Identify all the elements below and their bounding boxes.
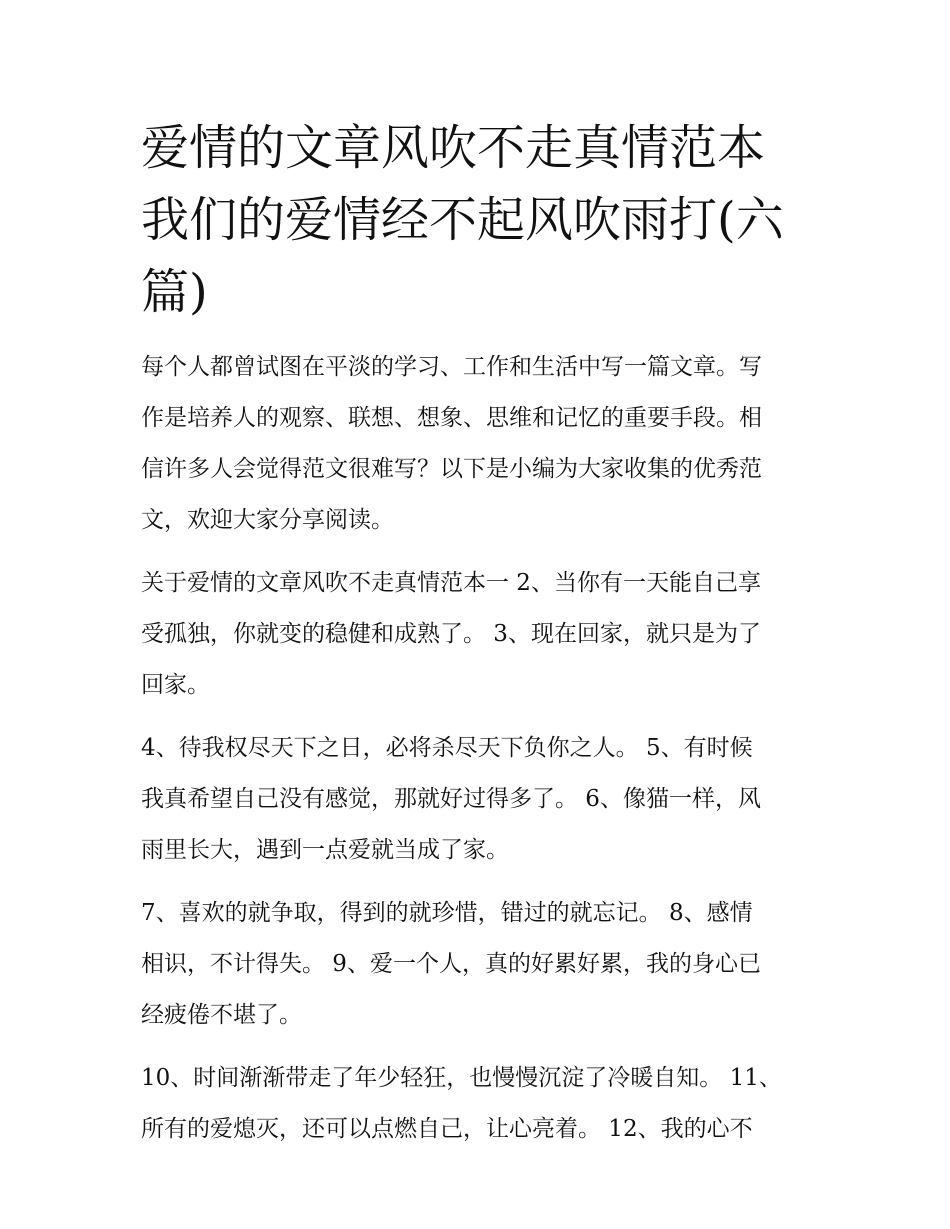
body-paragraph bbox=[141, 558, 813, 711]
paragraph-line: 4、待我权尽天下之日，必将杀尽天下负你之人。 5、有时候 bbox=[141, 735, 753, 761]
title-line: 爱情的文章风吹不走真情范本 bbox=[141, 120, 766, 176]
body-paragraph bbox=[141, 1053, 813, 1155]
document-title bbox=[141, 112, 813, 328]
paragraph-line: 经疲倦不堪了。 bbox=[141, 1002, 302, 1028]
paragraph-line: 10、时间渐渐带走了年少轻狂，也慢慢沉淀了冷暖自知。 11、 bbox=[141, 1065, 782, 1091]
paragraph-line: 文，欢迎大家分享阅读。 bbox=[141, 507, 394, 533]
paragraph-line: 作是培养人的观察、联想、想象、思维和记忆的重要手段。相 bbox=[141, 405, 762, 431]
paragraph-line: 雨里长大，遇到一点爱就当成了家。 bbox=[141, 837, 509, 863]
paragraph-line: 7、喜欢的就争取，得到的就珍惜，错过的就忘记。 8、感情 bbox=[141, 900, 753, 926]
paragraph-line: 所有的爱熄灭，还可以点燃自己，让心亮着。 12、我的心不 bbox=[141, 1116, 753, 1142]
paragraph-line: 相识，不计得失。 9、爱一个人，真的好累好累，我的身心已 bbox=[141, 951, 761, 977]
body-paragraph bbox=[141, 888, 813, 1041]
paragraph-line: 每个人都曾试图在平淡的学习、工作和生活中写一篇文章。写 bbox=[141, 354, 762, 380]
document-page bbox=[141, 112, 813, 1155]
title-line: 我们的爱情经不起风吹雨打(六 bbox=[141, 192, 784, 248]
paragraph-line: 信许多人会觉得范文很难写？以下是小编为大家收集的优秀范 bbox=[141, 456, 762, 482]
paragraph-line: 回家。 bbox=[141, 672, 210, 698]
paragraph-line: 我真希望自己没有感觉，那就好过得多了。 6、像猫一样，风 bbox=[141, 786, 761, 812]
paragraph-line: 受孤独，你就变的稳健和成熟了。 3、现在回家，就只是为了 bbox=[141, 621, 761, 647]
intro-paragraph bbox=[141, 342, 813, 546]
title-line: 篇) bbox=[141, 264, 208, 320]
paragraph-line: 关于爱情的文章风吹不走真情范本一 2、当你有一天能自己享 bbox=[141, 570, 761, 596]
body-paragraph bbox=[141, 723, 813, 876]
